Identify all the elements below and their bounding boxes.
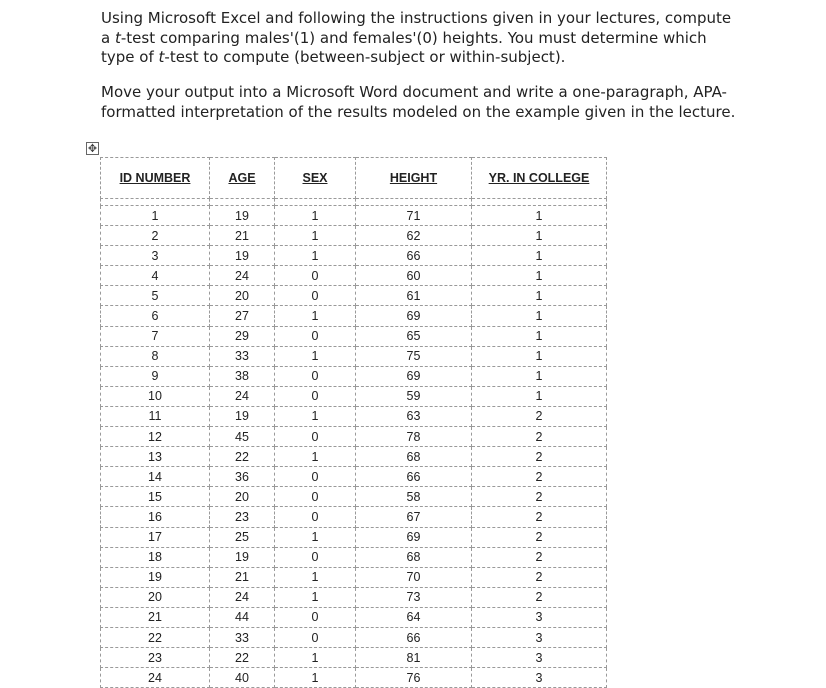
cell-yr-in-college: 3 (472, 648, 607, 668)
cell-height: 73 (356, 587, 472, 607)
table-row (101, 346, 607, 366)
table-row (101, 326, 607, 346)
table-row (101, 246, 607, 266)
cell-yr-in-college: 2 (472, 547, 607, 567)
table-row (101, 487, 607, 507)
cell-yr-in-college: 2 (472, 447, 607, 467)
table-row (101, 286, 607, 306)
cell-id-number: 20 (101, 587, 210, 607)
cell-yr-in-college: 2 (472, 587, 607, 607)
cell-id-number: 16 (101, 507, 210, 527)
cell-height: 63 (356, 406, 472, 426)
cell-sex: 1 (275, 306, 356, 326)
cell-height: 69 (356, 306, 472, 326)
header-id-number: ID NUMBER (101, 158, 210, 199)
cell-yr-in-college: 2 (472, 507, 607, 527)
table-row (101, 206, 607, 226)
cell-height: 71 (356, 206, 472, 226)
cell-height: 81 (356, 648, 472, 668)
cell-id-number: 8 (101, 346, 210, 366)
cell-age: 19 (210, 246, 275, 266)
cell-id-number: 9 (101, 366, 210, 386)
table-row (101, 467, 607, 487)
cell-sex: 0 (275, 507, 356, 527)
cell-id-number: 18 (101, 547, 210, 567)
cell-sex: 0 (275, 386, 356, 406)
cell-sex: 1 (275, 206, 356, 226)
cell-id-number: 13 (101, 447, 210, 467)
cell-yr-in-college: 3 (472, 668, 607, 688)
cell-age: 22 (210, 447, 275, 467)
cell-age: 23 (210, 507, 275, 527)
cell-yr-in-college: 3 (472, 627, 607, 647)
cell-yr-in-college: 2 (472, 406, 607, 426)
cell-yr-in-college: 1 (472, 346, 607, 366)
cell-age: 24 (210, 266, 275, 286)
cell-height: 60 (356, 266, 472, 286)
table-body (101, 206, 607, 688)
cell-id-number: 14 (101, 467, 210, 487)
cell-yr-in-college: 1 (472, 386, 607, 406)
cell-height: 78 (356, 427, 472, 447)
cell-id-number: 2 (101, 226, 210, 246)
cell-age: 27 (210, 306, 275, 326)
cell-sex: 1 (275, 346, 356, 366)
cell-id-number: 24 (101, 668, 210, 688)
cell-sex: 1 (275, 246, 356, 266)
cell-height: 58 (356, 487, 472, 507)
table-header-row (101, 158, 607, 199)
cell-sex: 0 (275, 366, 356, 386)
cell-age: 22 (210, 648, 275, 668)
cell-sex: 1 (275, 648, 356, 668)
header-spacer-row (101, 199, 607, 206)
table-row (101, 648, 607, 668)
cell-age: 33 (210, 627, 275, 647)
cell-sex: 0 (275, 467, 356, 487)
cell-height: 62 (356, 226, 472, 246)
table-row (101, 527, 607, 547)
cell-height: 66 (356, 246, 472, 266)
table-row (101, 587, 607, 607)
cell-sex: 1 (275, 527, 356, 547)
cell-id-number: 10 (101, 386, 210, 406)
cell-yr-in-college: 2 (472, 487, 607, 507)
table-row (101, 386, 607, 406)
cell-height: 65 (356, 326, 472, 346)
header-height: HEIGHT (356, 158, 472, 199)
table-row (101, 507, 607, 527)
cell-id-number: 3 (101, 246, 210, 266)
cell-id-number: 6 (101, 306, 210, 326)
cell-sex: 0 (275, 286, 356, 306)
table-row (101, 366, 607, 386)
header-age: AGE (210, 158, 275, 199)
table-row (101, 607, 607, 627)
cell-sex: 0 (275, 266, 356, 286)
cell-height: 64 (356, 607, 472, 627)
table-row (101, 668, 607, 688)
cell-id-number: 17 (101, 527, 210, 547)
cell-yr-in-college: 1 (472, 326, 607, 346)
table-move-handle-icon[interactable]: ✥ (87, 142, 98, 155)
cell-id-number: 11 (101, 406, 210, 426)
cell-age: 21 (210, 226, 275, 246)
cell-age: 33 (210, 346, 275, 366)
cell-height: 61 (356, 286, 472, 306)
cell-height: 69 (356, 527, 472, 547)
cell-yr-in-college: 3 (472, 607, 607, 627)
cell-sex: 0 (275, 326, 356, 346)
cell-age: 44 (210, 607, 275, 627)
table-row (101, 627, 607, 647)
cell-yr-in-college: 1 (472, 246, 607, 266)
cell-height: 66 (356, 467, 472, 487)
cell-yr-in-college: 1 (472, 366, 607, 386)
cell-height: 70 (356, 567, 472, 587)
cell-id-number: 15 (101, 487, 210, 507)
table-row (101, 547, 607, 567)
table-row (101, 427, 607, 447)
cell-id-number: 7 (101, 326, 210, 346)
cell-yr-in-college: 1 (472, 206, 607, 226)
cell-id-number: 1 (101, 206, 210, 226)
cell-height: 75 (356, 346, 472, 366)
cell-height: 76 (356, 668, 472, 688)
cell-sex: 1 (275, 668, 356, 688)
cell-height: 69 (356, 366, 472, 386)
cell-height: 68 (356, 447, 472, 467)
cell-age: 19 (210, 206, 275, 226)
cell-id-number: 19 (101, 567, 210, 587)
cell-height: 68 (356, 547, 472, 567)
cell-yr-in-college: 2 (472, 467, 607, 487)
cell-yr-in-college: 2 (472, 427, 607, 447)
cell-sex: 0 (275, 547, 356, 567)
cell-age: 20 (210, 286, 275, 306)
cell-age: 40 (210, 668, 275, 688)
cell-age: 19 (210, 406, 275, 426)
cell-sex: 1 (275, 226, 356, 246)
table-row (101, 406, 607, 426)
cell-id-number: 21 (101, 607, 210, 627)
data-table (100, 157, 607, 688)
cell-age: 19 (210, 547, 275, 567)
instruction-paragraph-1: Using Microsoft Excel and following the instructions given in your lectures, compute a t-test comparing males'(1) and females'(0) heights. You must determine which type of t-test to compute (between-subject or within-subject). (101, 9, 732, 66)
cell-height: 66 (356, 627, 472, 647)
cell-age: 25 (210, 527, 275, 547)
cell-yr-in-college: 1 (472, 266, 607, 286)
cell-sex: 0 (275, 427, 356, 447)
table-row (101, 226, 607, 246)
table-row (101, 306, 607, 326)
table-row (101, 567, 607, 587)
cell-yr-in-college: 2 (472, 567, 607, 587)
cell-height: 67 (356, 507, 472, 527)
cell-age: 36 (210, 467, 275, 487)
cell-age: 45 (210, 427, 275, 447)
cell-sex: 1 (275, 587, 356, 607)
cell-id-number: 12 (101, 427, 210, 447)
cell-sex: 1 (275, 447, 356, 467)
cell-sex: 1 (275, 567, 356, 587)
cell-age: 24 (210, 587, 275, 607)
header-yr-in-college: YR. IN COLLEGE (472, 158, 607, 199)
cell-id-number: 5 (101, 286, 210, 306)
cell-age: 38 (210, 366, 275, 386)
instruction-paragraph-2: Move your output into a Microsoft Word document and write a one-paragraph, APA-formatted interpretation of the results modeled on the example given in the lecture. (101, 83, 736, 121)
table-row (101, 266, 607, 286)
cell-id-number: 23 (101, 648, 210, 668)
cell-yr-in-college: 1 (472, 306, 607, 326)
cell-id-number: 4 (101, 266, 210, 286)
cell-age: 21 (210, 567, 275, 587)
cell-age: 24 (210, 386, 275, 406)
cell-yr-in-college: 1 (472, 286, 607, 306)
cell-sex: 0 (275, 607, 356, 627)
cell-id-number: 22 (101, 627, 210, 647)
cell-sex: 1 (275, 406, 356, 426)
cell-sex: 0 (275, 487, 356, 507)
header-sex: SEX (275, 158, 356, 199)
cell-yr-in-college: 1 (472, 226, 607, 246)
cell-age: 20 (210, 487, 275, 507)
cell-height: 59 (356, 386, 472, 406)
cell-age: 29 (210, 326, 275, 346)
cell-yr-in-college: 2 (472, 527, 607, 547)
cell-sex: 0 (275, 627, 356, 647)
table-row (101, 447, 607, 467)
